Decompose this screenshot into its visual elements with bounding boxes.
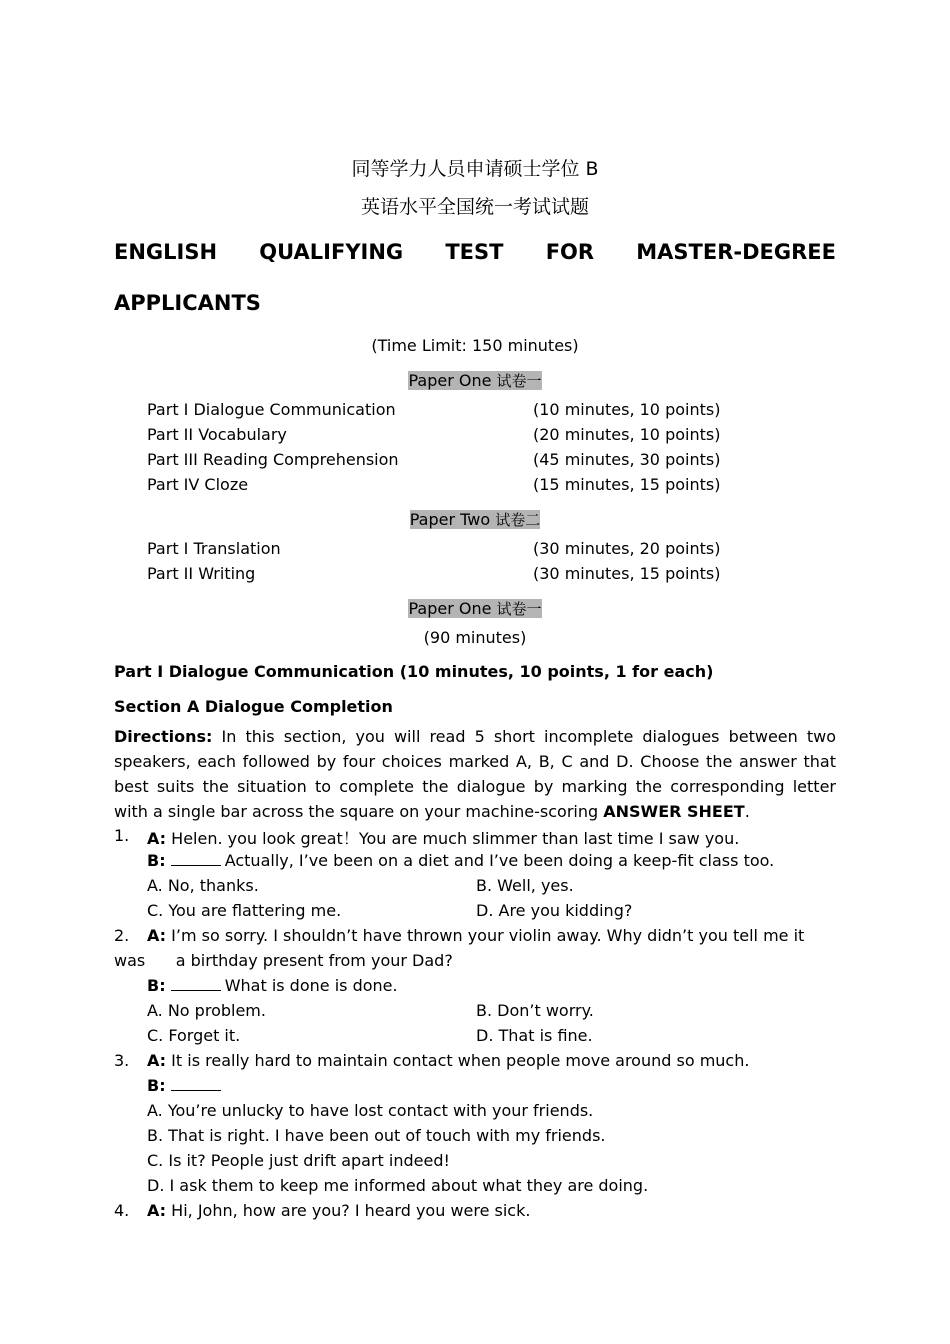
option: B. Well, yes. xyxy=(476,876,574,895)
paper-one-part-time: (45 minutes, 30 points) xyxy=(533,450,721,469)
question-b-line: B: What is done is done. xyxy=(147,976,398,995)
question-number: 2. xyxy=(114,926,130,945)
chinese-title-line1: 同等学力人员申请硕士学位 B xyxy=(351,158,599,180)
paper-one-part-name: Part II Vocabulary xyxy=(147,425,287,444)
question-b-line: B: xyxy=(147,1076,225,1095)
answer-blank xyxy=(171,976,221,991)
paper-two-part-time: (30 minutes, 20 points) xyxy=(533,539,721,558)
question-a-line: A: I’m so sorry. I shouldn’t have thrown your violin away. Why didn’t you tell me it xyxy=(147,926,805,945)
paper-one-section-label: Paper One 试卷一 xyxy=(408,599,542,618)
title-word: FOR xyxy=(545,240,595,264)
directions-label: Directions: xyxy=(114,727,213,746)
question-number: 1. xyxy=(114,826,130,845)
option: B. That is right. I have been out of touch with my friends. xyxy=(147,1126,606,1145)
paper-two-heading xyxy=(114,509,836,530)
option: C. Is it? People just drift apart indeed! xyxy=(147,1151,450,1170)
option: A. You’re unlucky to have lost contact with your friends. xyxy=(147,1101,594,1120)
question-b-line: B: Actually, I’ve been on a diet and I’ve been doing a keep-fit class too. xyxy=(147,851,775,870)
section-a-heading: Section A Dialogue Completion xyxy=(114,697,393,716)
paper-one-part-time: (20 minutes, 10 points) xyxy=(533,425,721,444)
paper-one-part-name: Part I Dialogue Communication xyxy=(147,400,396,419)
question-number: 3. xyxy=(114,1051,130,1070)
directions-end: . xyxy=(744,802,750,821)
english-title-line2: APPLICANTS xyxy=(114,291,261,315)
time-limit: (Time Limit: 150 minutes) xyxy=(371,336,579,355)
option: A. No problem. xyxy=(147,1001,266,1020)
paper-one-part-name: Part III Reading Comprehension xyxy=(147,450,399,469)
title-word: MASTER-DEGREE xyxy=(636,240,836,264)
title-word: ENGLISH xyxy=(114,240,218,264)
paper-two-part-name: Part I Translation xyxy=(147,539,281,558)
option: C. You are flattering me. xyxy=(147,901,342,920)
option: D. I ask them to keep me informed about what they are doing. xyxy=(147,1176,649,1195)
option: C. Forget it. xyxy=(147,1026,241,1045)
option: D. That is fine. xyxy=(476,1026,593,1045)
paper-one-part-time: (15 minutes, 15 points) xyxy=(533,475,721,494)
question-a-continuation: was a birthday present from your Dad? xyxy=(114,951,453,970)
answer-sheet-emphasis: ANSWER SHEET xyxy=(603,802,745,821)
question-a-line: A: Hi, John, how are you? I heard you were sick. xyxy=(147,1201,531,1220)
paper-one-heading xyxy=(114,370,836,391)
question-a-line: A: Helen. you look great！You are much slimmer than last time I saw you. xyxy=(147,829,740,848)
paper-one-section-heading xyxy=(114,598,836,619)
option: A. No, thanks. xyxy=(147,876,259,895)
english-title-line1 xyxy=(114,240,836,264)
paper-one-part-time: (10 minutes, 10 points) xyxy=(533,400,721,419)
title-word: TEST xyxy=(445,240,504,264)
answer-blank xyxy=(171,851,221,866)
question-number: 4. xyxy=(114,1201,130,1220)
question-a-line: A: It is really hard to maintain contact when people move around so much. xyxy=(147,1051,750,1070)
paper-one-label: Paper One 试卷一 xyxy=(408,371,542,390)
paper-one-part-name: Part IV Cloze xyxy=(147,475,249,494)
paper-two-part-name: Part II Writing xyxy=(147,564,256,583)
part1-heading: Part I Dialogue Communication (10 minutes, 10 points, 1 for each) xyxy=(114,662,714,681)
directions-text: In this section, you will read 5 short incomplete dialogues between two speakers, each followed by four choices marked A, B, C and D. Choose the answer that best suits the situation to complete the dialogue by marking the corresponding letter with a single bar across the square on your machine-scoring xyxy=(114,727,836,821)
paper-two-part-time: (30 minutes, 15 points) xyxy=(533,564,721,583)
directions xyxy=(114,724,836,824)
paper-one-duration: (90 minutes) xyxy=(423,628,527,647)
answer-blank xyxy=(171,1076,221,1091)
paper-two-label: Paper Two 试卷二 xyxy=(409,510,541,529)
title-word: QUALIFYING xyxy=(259,240,404,264)
option: B. Don’t worry. xyxy=(476,1001,594,1020)
chinese-title-line2: 英语水平全国统一考试试题 xyxy=(360,196,589,218)
option: D. Are you kidding? xyxy=(476,901,633,920)
